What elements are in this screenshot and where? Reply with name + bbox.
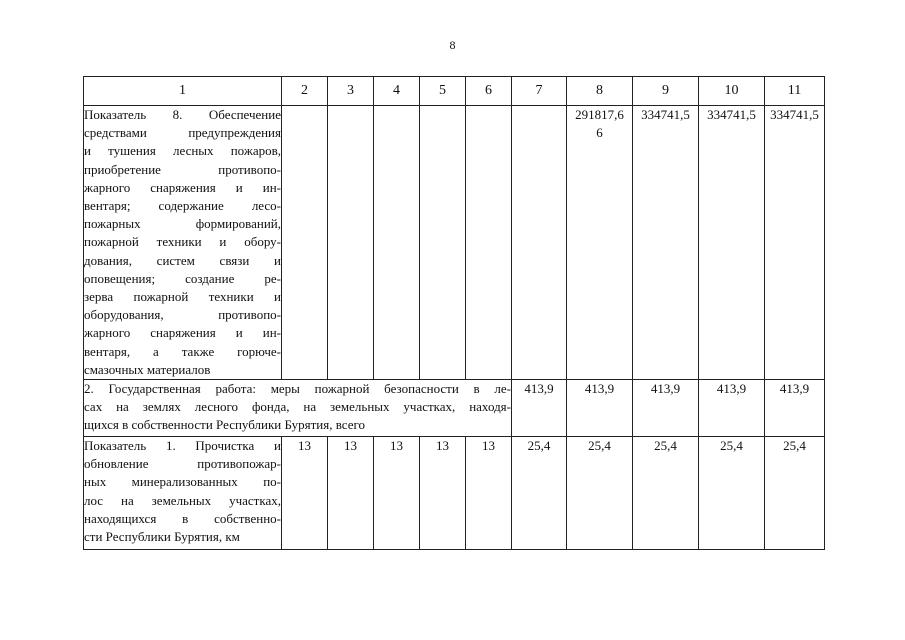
- value-cell: 334741,5: [765, 106, 825, 380]
- value-cell: [374, 106, 420, 380]
- header-cell: 6: [466, 77, 512, 106]
- header-cell: 5: [420, 77, 466, 106]
- header-cell: 1: [84, 77, 282, 106]
- value-cell: [512, 106, 567, 380]
- value-cell: 413,9: [567, 380, 633, 437]
- value-cell: [420, 106, 466, 380]
- value-cell: 291817,6 6: [567, 106, 633, 380]
- header-cell: 4: [374, 77, 420, 106]
- value-cell: [282, 106, 328, 380]
- indicator-8-label: [84, 106, 282, 380]
- label-line: смазочных материалов: [84, 361, 211, 377]
- value-cell: 334741,5: [633, 106, 699, 380]
- value-cell: 413,9: [633, 380, 699, 437]
- indicators-table: [83, 76, 825, 550]
- table-row: [84, 437, 825, 550]
- value-cell: 25,4: [512, 437, 567, 550]
- label-line: Показатель 8. Обеспечение: [84, 107, 281, 122]
- value-cell: 13: [374, 437, 420, 550]
- value-cell: 25,4: [567, 437, 633, 550]
- value-cell: 13: [466, 437, 512, 550]
- value-cell: 334741,5: [699, 106, 765, 380]
- header-cell: 10: [699, 77, 765, 106]
- value-cell: 25,4: [699, 437, 765, 550]
- state-work-2-label: [84, 380, 512, 437]
- label-line: дования, систем связи и: [84, 252, 281, 268]
- value-cell: 13: [282, 437, 328, 550]
- header-cell: 9: [633, 77, 699, 106]
- label-line: и тушения лесных пожаров,: [84, 143, 281, 159]
- value-cell: 25,4: [633, 437, 699, 550]
- value-cell: [328, 106, 374, 380]
- value-cell: 13: [328, 437, 374, 550]
- value-cell: 413,9: [699, 380, 765, 437]
- label-line: жарного снаряжения и ин-: [84, 325, 281, 341]
- label-line: лос на земельных участках,: [84, 492, 281, 508]
- label-line: обновление противопожар-: [84, 456, 281, 472]
- value-cell: 413,9: [765, 380, 825, 437]
- table-row: [84, 380, 825, 437]
- label-line: находящихся в собственно-: [84, 510, 281, 526]
- value-cell: 25,4: [765, 437, 825, 550]
- label-line: оповещения; создание ре-: [84, 270, 281, 286]
- indicator-1-label: [84, 437, 282, 550]
- value-cell: 413,9: [512, 380, 567, 437]
- header-cell: 7: [512, 77, 567, 106]
- label-line: сти Республики Бурятия, км: [84, 529, 240, 545]
- header-cell: 3: [328, 77, 374, 106]
- label-line: вентаря, а также горюче-: [84, 343, 281, 359]
- value-cell: [466, 106, 512, 380]
- label-line: оборудования, противопо-: [84, 307, 281, 323]
- label-line: зерва пожарной техники и: [84, 289, 281, 305]
- label-line: 2. Государственная работа: меры пожарной безопасности в ле-: [84, 381, 511, 397]
- header-cell: 2: [282, 77, 328, 106]
- label-line: пожарных формирований,: [84, 216, 281, 232]
- label-line: сах на землях лесного фонда, на земельных участках, находя-: [84, 399, 511, 415]
- label-line: жарного снаряжения и ин-: [84, 179, 281, 195]
- label-line: Показатель 1. Прочистка и: [84, 438, 281, 454]
- page-number: 8: [449, 38, 456, 52]
- label-line: вентаря; содержание лесо-: [84, 198, 281, 214]
- value-cell: 13: [420, 437, 466, 550]
- label-line: ных минерализованных по-: [84, 474, 281, 490]
- label-line: пожарной техники и обору-: [84, 234, 281, 250]
- header-cell: 8: [567, 77, 633, 106]
- header-cell: 11: [765, 77, 825, 106]
- label-line: приобретение противопо-: [84, 161, 281, 177]
- table-row: [84, 106, 825, 380]
- label-line: щихся в собственности Республики Бурятия, всего: [84, 417, 366, 433]
- header-row: [84, 77, 825, 106]
- label-line: средствами предупреждения: [84, 125, 281, 141]
